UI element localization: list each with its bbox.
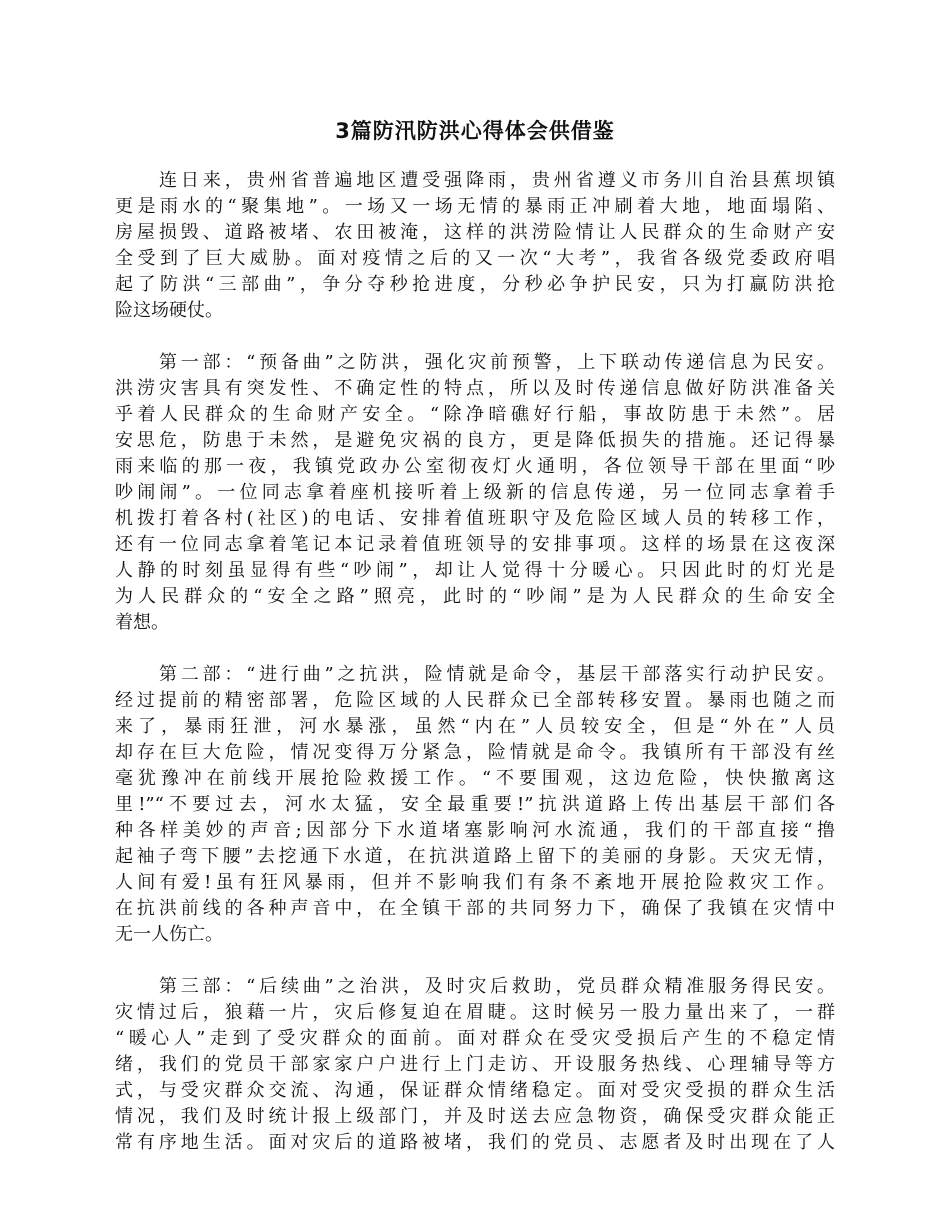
text-line: 更是雨水的“聚集地”。一场又一场无情的暴雨正冲刷着大地，地面塌陷、 <box>115 196 835 217</box>
text-line: 情况，我们及时统计报上级部门，并及时送去应急物资，确保受灾群众能正 <box>115 1106 835 1127</box>
text-line: 全受到了巨大威胁。面对疫情之后的又一次“大考”，我省各级党委政府唱 <box>115 248 835 269</box>
paragraph-intro <box>115 168 835 324</box>
text-line: 机拨打着各村(社区)的电话、安排着值班职守及危险区域人员的转移工作， <box>115 508 835 529</box>
text-line: 起袖子弯下腰”去挖通下水道，在抗洪道路上留下的美丽的身影。天灾无情， <box>115 846 835 867</box>
text-line: 房屋损毁、道路被堵、农田被淹，这样的洪涝险情让人民群众的生命财产安 <box>115 222 835 243</box>
text-line: 人静的时刻虽显得有些“吵闹”，却让人觉得十分暖心。只因此时的灯光是 <box>115 560 835 581</box>
text-line: 连日来，贵州省普遍地区遭受强降雨，贵州省遵义市务川自治县蕉坝镇 <box>159 170 835 191</box>
text-line: 人间有爱!虽有狂风暴雨，但并不影响我们有条不紊地开展抢险救灾工作。 <box>115 872 835 893</box>
text-line: 吵闹闹”。一位同志拿着座机接听着上级新的信息传递，另一位同志拿着手 <box>115 482 835 503</box>
text-line: 着想。 <box>115 612 169 633</box>
text-line: 里!”“不要过去，河水太猛，安全最重要!”抗洪道路上传出基层干部们各 <box>115 794 835 815</box>
text-line: 乎着人民群众的生命财产安全。“除净暗礁好行船，事故防患于未然”。居 <box>115 404 835 425</box>
text-line: 第一部：“预备曲”之防洪，强化灾前预警，上下联动传递信息为民安。 <box>159 352 835 373</box>
text-line: 洪涝灾害具有突发性、不确定性的特点，所以及时传递信息做好防洪准备关 <box>115 378 835 399</box>
paragraph-part-three <box>115 974 835 1156</box>
text-line: 常有序地生活。面对灾后的道路被堵，我们的党员、志愿者及时出现在了人 <box>115 1132 835 1153</box>
text-line: 式，与受灾群众交流、沟通，保证群众情绪稳定。面对受灾受损的群众生活 <box>115 1080 835 1101</box>
text-line: 为人民群众的“安全之路”照亮，此时的“吵闹”是为人民群众的生命安全 <box>115 586 835 607</box>
text-line: 第二部：“进行曲”之抗洪，险情就是命令，基层干部落实行动护民安。 <box>159 664 835 685</box>
text-line: 第三部：“后续曲”之治洪，及时灾后救助，党员群众精准服务得民安。 <box>159 976 835 997</box>
text-line: 险这场硬仗。 <box>115 300 223 321</box>
text-line: 却存在巨大危险，情况变得万分紧急，险情就是命令。我镇所有干部没有丝 <box>115 742 835 763</box>
text-line: 还有一位同志拿着笔记本记录着值班领导的安排事项。这样的场景在这夜深 <box>115 534 835 555</box>
text-line: 种各样美妙的声音;因部分下水道堵塞影响河水流通，我们的干部直接“撸 <box>115 820 835 841</box>
text-line: 无一人伤亡。 <box>115 924 223 945</box>
paragraph-part-two <box>115 662 835 948</box>
text-line: 毫犹豫冲在前线开展抢险救援工作。“不要围观，这边危险，快快撤离这 <box>115 768 835 789</box>
text-line: 在抗洪前线的各种声音中，在全镇干部的共同努力下，确保了我镇在灾情中 <box>115 898 835 919</box>
text-line: 绪，我们的党员干部家家户户进行上门走访、开设服务热线、心理辅导等方 <box>115 1054 835 1075</box>
text-line: 安思危，防患于未然，是避免灾祸的良方，更是降低损失的措施。还记得暴 <box>115 430 835 451</box>
text-line: 灾情过后，狼藉一片，灾后修复迫在眉睫。这时候另一股力量出来了，一群 <box>115 1002 835 1023</box>
text-line: 来了，暴雨狂泄，河水暴涨，虽然“内在”人员较安全，但是“外在”人员 <box>115 716 835 737</box>
paragraph-part-one <box>115 350 835 636</box>
document-title: 3篇防汛防洪心得体会供借鉴 <box>335 119 615 143</box>
text-line: 经过提前的精密部署，危险区域的人民群众已全部转移安置。暴雨也随之而 <box>115 690 835 711</box>
document-body <box>115 168 835 1182</box>
text-line: 雨来临的那一夜，我镇党政办公室彻夜灯火通明，各位领导干部在里面“吵 <box>115 456 835 477</box>
text-line: “暖心人”走到了受灾群众的面前。面对群众在受灾受损后产生的不稳定情 <box>115 1028 835 1049</box>
text-line: 起了防洪“三部曲”，争分夺秒抢进度，分秒必争护民安，只为打赢防洪抢 <box>115 274 835 295</box>
